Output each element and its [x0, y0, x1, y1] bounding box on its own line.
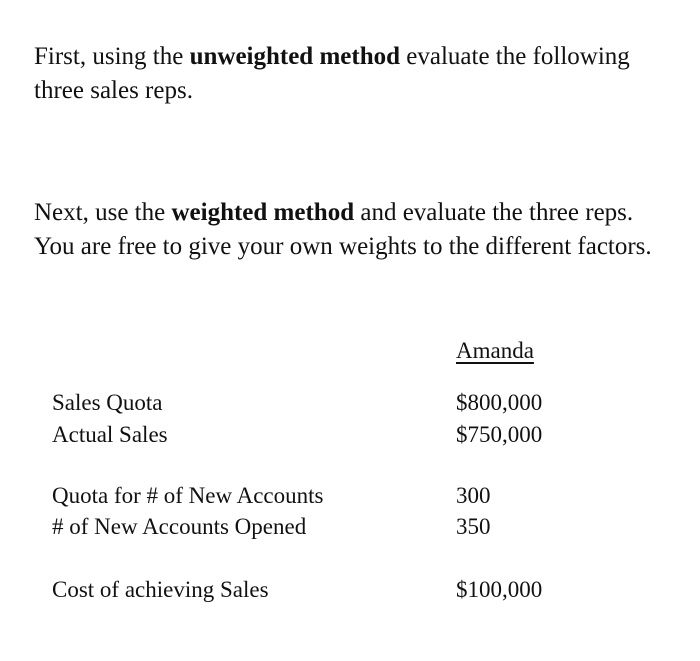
row-value-actual-sales: $750,000 [456, 422, 543, 447]
row-value-cost-of-sales: $100,000 [456, 577, 543, 602]
row-value-new-accounts-quota: 300 [456, 483, 491, 508]
instruction-unweighted-tail: evaluate the following three sales reps. [34, 43, 630, 104]
row-value-new-accounts-opened: 350 [456, 514, 491, 539]
row-label-cost-of-sales: Cost of achieving Sales [52, 577, 269, 602]
row-value-sales-quota: $800,000 [456, 390, 543, 415]
unweighted-method-term: unweighted method [189, 43, 401, 70]
instruction-weighted-tail: and evaluate the three reps. You are free to give your own weights to the different factors. [34, 199, 652, 260]
instruction-unweighted-lead: First, using the [34, 43, 190, 70]
column-header-amanda: Amanda [456, 338, 534, 363]
instruction-weighted [34, 196, 674, 264]
row-label-actual-sales: Actual Sales [52, 422, 168, 447]
instruction-weighted-lead: Next, use the [34, 199, 172, 226]
weighted-method-term: weighted method [171, 199, 355, 226]
row-label-sales-quota: Sales Quota [52, 390, 163, 415]
row-label-new-accounts-opened: # of New Accounts Opened [52, 514, 307, 539]
row-label-new-accounts-quota: Quota for # of New Accounts [52, 483, 324, 508]
instruction-unweighted [34, 40, 654, 108]
